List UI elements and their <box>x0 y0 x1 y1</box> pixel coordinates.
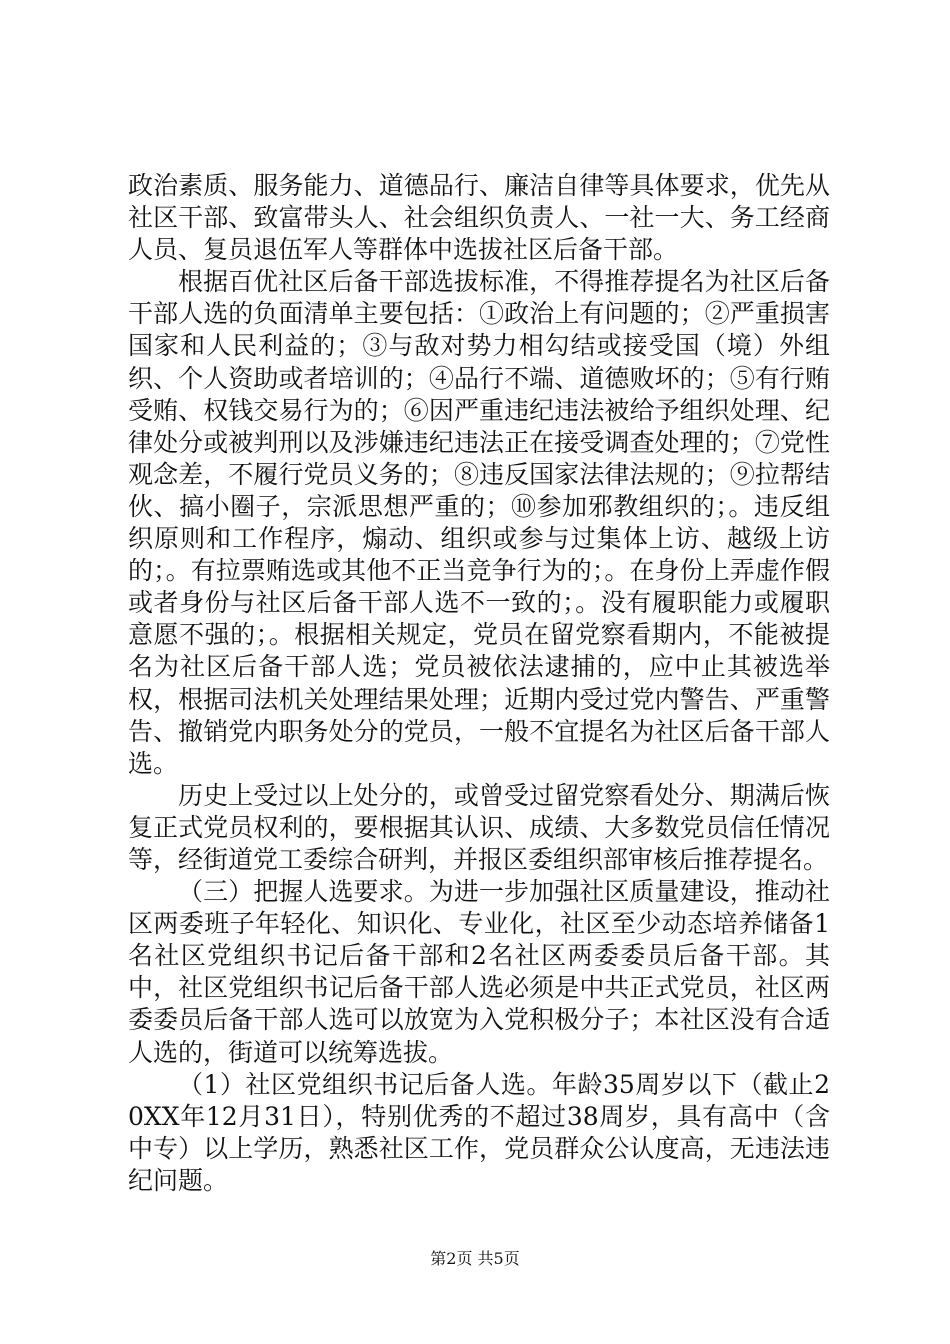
paragraph-1: 政治素质、服务能力、道德品行、廉洁自律等具体要求，优先从社区干部、致富带头人、社会组织负责人、一社一大、务工经商人员、复员退伍军人等群体中选拔社区后备干部。 <box>128 171 830 265</box>
paragraph-2: 根据百优社区后备干部选拔标准，不得推荐提名为社区后备干部人选的负面清单主要包括：①政治上有问题的；②严重损害国家和人民利益的；③与敌对势力相勾结或接受国（境）外组织、个人资助或者培训的；④品行不端、道德败坏的；⑤有行贿受贿、权钱交易行为的；⑥因严重违纪违法被给予组织处理、纪律处分或被判刑以及涉嫌违纪违法正在接受调查处理的；⑦党性观念差，不履行党员义务的；⑧违反国家法律法规的；⑨拉帮结伙、搞小圈子，宗派思想严重的；⑩参加邪教组织的；。违反组织原则和工作程序，煽动、组织或参与过集体上访、越级上访的；。有拉票贿选或其他不正当竞争行为的；。在身份上弄虚作假或者身份与社区后备干部人选不一致的；。没有履职能力或履职意愿不强的；。根据相关规定，党员在留党察看期内，不能被提名为社区后备干部人选；党员被依法逮捕的，应中止其被选举权，根据司法机关处理结果处理；近期内受过党内警告、严重警告、撤销党内职务处分的党员，一般不宜提名为社区后备干部人选。 <box>128 267 830 778</box>
paragraph-5: （1）社区党组织书记后备人选。年龄35周岁以下（截止20XX年12月31日），特别优秀的不超过38周岁，具有高中（含中专）以上学历，熟悉社区工作，党员群众公认度高，无违法违纪问题。 <box>128 1069 830 1195</box>
page-footer: 第2页 共5页 <box>430 1249 520 1268</box>
paragraph-3: 历史上受过以上处分的，或曾受过留党察看处分、期满后恢复正式党员权利的，要根据其认识、成绩、大多数党员信任情况等，经街道党工委综合研判，并报区委组织部审核后推荐提名。 <box>128 780 830 874</box>
document-body <box>128 170 830 1197</box>
paragraph-4: （三）把握人选要求。为进一步加强社区质量建设，推动社区两委班子年轻化、知识化、专业化，社区至少动态培养储备1名社区党组织书记后备干部和2名社区两委委员后备干部。其中，社区党组织书记后备干部人选必须是中共正式党员，社区两委委员后备干部人选可以放宽为入党积极分子；本社区没有合适人选的，街道可以统筹选拔。 <box>128 877 830 1067</box>
